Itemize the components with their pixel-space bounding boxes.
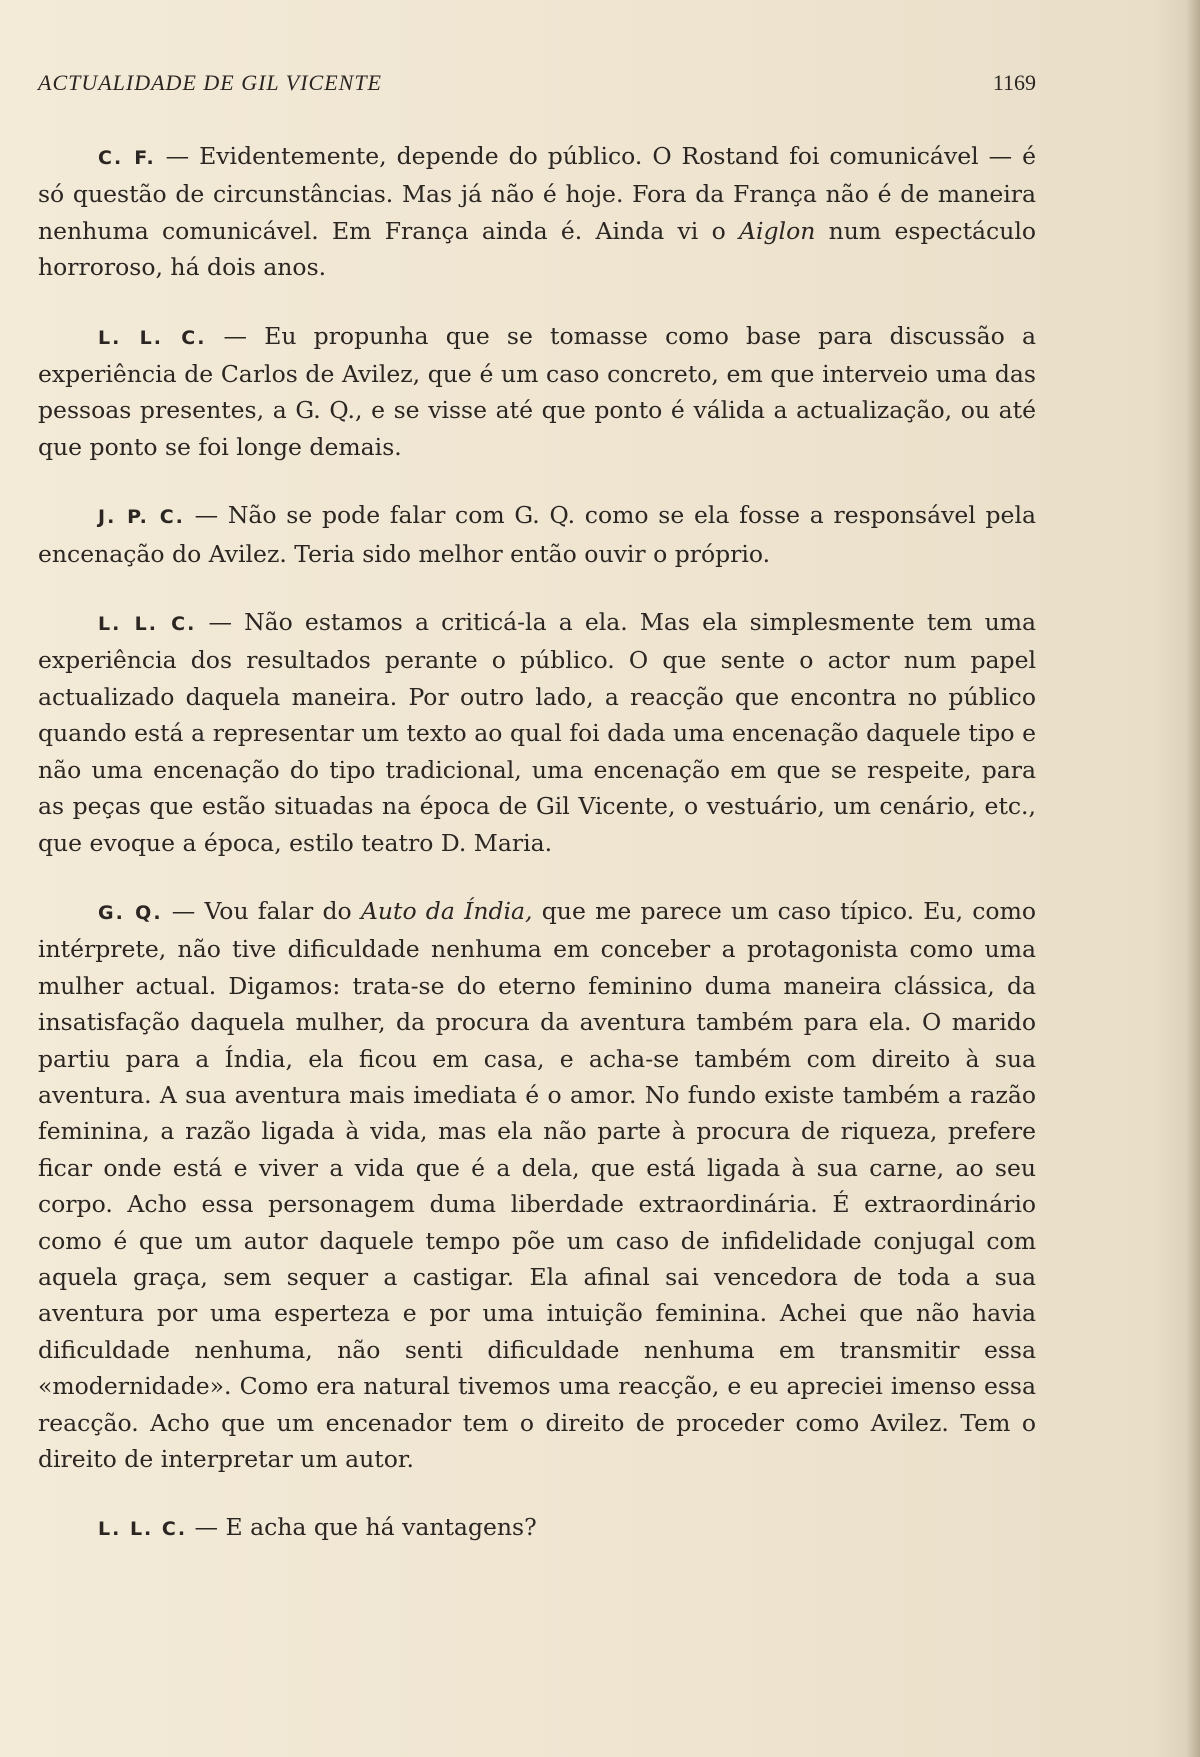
paragraph-text: — Não se pode falar com G. Q. como se ela fosse a responsável pela encenação do Avilez. Teria sido melhor então ouvir o próprio. — [38, 501, 1036, 568]
dialogue-paragraph — [38, 497, 1036, 572]
speaker-initials: L. L. C. — [98, 1518, 188, 1541]
page-header — [38, 70, 1036, 106]
dialogue-paragraph — [38, 138, 1036, 286]
running-title: ACTUALIDADE DE GIL VICENTE — [38, 70, 382, 95]
italic-title: Aiglon — [739, 216, 816, 245]
speaker-initials: J. P. C. — [98, 506, 185, 529]
binding-shadow — [1186, 0, 1200, 1757]
dialogue-paragraph — [38, 318, 1036, 466]
paragraph-text: que me parece um caso típico. Eu, como intérprete, não tive dificuldade nenhuma em conceber a protagonista como uma mulher actual. Digamos: trata-se do eterno feminino duma maneira clássica, da insatisfação daquela mulher, da procura da aventura também para ela. O marido partiu para a Índia, ela ficou em casa, e acha-se também com direito à sua aventura. A sua aventura mais imediata é o amor. No fundo existe também a razão feminina, a razão ligada à vida, mas ela não parte à procura de riqueza, prefere ficar onde está e viver a vida que é a dela, que está ligada à sua carne, ao seu corpo. Acho essa personagem duma liberdade extraordinária. É extraordinário como é que um autor daquele tempo põe um caso de infidelidade conjugal com aquela graça, sem sequer a castigar. Ela afinal sai vencedora de toda a sua aventura por uma esperteza e por uma intuição feminina. Achei que não havia dificuldade nenhuma, não senti dificuldade nenhuma em transmitir essa «modernidade». Como era natural tivemos uma reacção, e eu apreciei imenso essa reacção. Acho que um encenador tem o direito de proceder como Avilez. Tem o direito de interpretar um autor. — [38, 896, 1036, 1473]
page-body — [38, 138, 1036, 1580]
speaker-initials: L. L. C. — [98, 326, 207, 349]
dialogue-paragraph — [38, 1509, 1036, 1547]
paragraph-text: — Não estamos a criticá-la a ela. Mas ela simplesmente tem uma experiência dos resultados perante o público. O que sente o actor num papel actualizado daquela maneira. Por outro lado, a reacção que encontra no público quando está a representar um texto ao qual foi dada uma encenação daquele tipo e não uma encenação do tipo tradicional, uma encenação em que se respeite, para as peças que estão situadas na época de Gil Vicente, o vestuário, um cenário, etc., que evoque a época, estilo teatro D. Maria. — [38, 608, 1036, 857]
paragraph-text: — E acha que há vantagens? — [187, 1513, 537, 1542]
speaker-initials: C. F. — [98, 147, 156, 169]
italic-title: Auto da Índia, — [360, 896, 533, 925]
paragraph-text: — Eu propunha que se tomasse como base para discussão a experiência de Carlos de Avilez, que é um caso concreto, em que interveio uma das pessoas presentes, a G. Q., e se visse até que ponto é válida a actualização, ou até que ponto se foi longe demais. — [38, 321, 1036, 461]
speaker-initials: G. Q. — [98, 901, 163, 924]
dialogue-paragraph — [38, 604, 1036, 861]
paragraph-text: — Vou falar do — [162, 896, 361, 925]
paragraph-text: — Evidentemente, depende do público. O Rostand foi comunicável — é só questão de circunstâncias. Mas já não é hoje. Fora da França não é de maneira nenhuma comunicável. Em França ainda é. Ainda vi o — [38, 142, 1036, 245]
dialogue-paragraph — [38, 893, 1036, 1478]
page-number: 1169 — [992, 70, 1036, 95]
speaker-initials: L. L. C. — [98, 613, 197, 636]
paragraph-text: num espectáculo horroroso, há dois anos. — [38, 216, 1036, 282]
